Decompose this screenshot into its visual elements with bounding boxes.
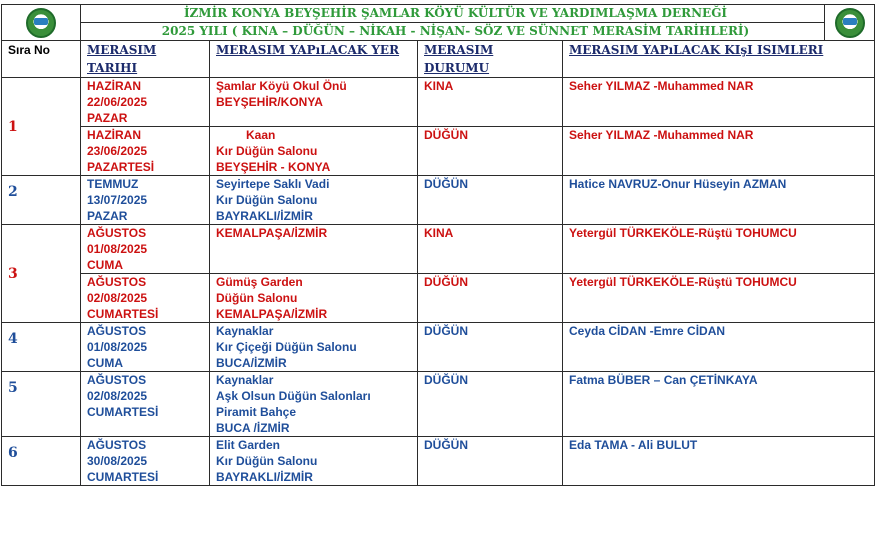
place-line: Kaan — [246, 128, 276, 142]
table-row — [2, 127, 875, 176]
participant-names: Seher YILMAZ -Muhammed NAR — [563, 127, 875, 176]
table-row — [2, 437, 875, 486]
date-line: AĞUSTOS — [87, 373, 147, 387]
place-line: BEYŞEHİR/KONYA — [216, 95, 323, 109]
table-row — [2, 78, 875, 127]
ceremony-status: KINA — [418, 78, 563, 127]
place-line: KEMALPAŞA/İZMİR — [216, 226, 328, 240]
date-line: AĞUSTOS — [87, 226, 147, 240]
date-line: CUMA — [87, 258, 123, 272]
place-line: BAYRAKLI/İZMİR — [216, 470, 313, 484]
date-line: 01/08/2025 — [87, 340, 148, 354]
association-logo-icon — [26, 8, 56, 38]
participant-names: Eda TAMA - Ali BULUT — [563, 437, 875, 486]
date-line: CUMARTESİ — [87, 307, 159, 321]
header-sira-no: Sıra No — [2, 41, 81, 78]
ceremony-place — [210, 372, 418, 437]
place-line: BUCA /İZMİR — [216, 421, 290, 435]
row-number: 3 — [2, 225, 81, 323]
participant-names: Yetergül TÜRKEKÖLE-Rüştü TOHUMCU — [563, 274, 875, 323]
ceremony-place — [210, 225, 418, 274]
ceremony-place — [210, 176, 418, 225]
ceremony-date — [81, 323, 210, 372]
ceremony-status: KINA — [418, 225, 563, 274]
date-line: HAZİRAN — [87, 128, 141, 142]
table-row — [2, 372, 875, 437]
ceremony-table — [1, 4, 875, 486]
date-line: PAZAR — [87, 111, 128, 125]
ceremony-date — [81, 437, 210, 486]
header-merasim-yeri: MERASIM YAPıLACAK YER — [210, 41, 418, 78]
participant-names: Yetergül TÜRKEKÖLE-Rüştü TOHUMCU — [563, 225, 875, 274]
place-line: Kır Çiçeği Düğün Salonu — [216, 340, 357, 354]
table-row — [2, 323, 875, 372]
ceremony-place — [210, 274, 418, 323]
place-line: Seyirtepe Saklı Vadi — [216, 177, 330, 191]
row-number: 4 — [2, 323, 81, 372]
place-line: Kaynaklar — [216, 373, 274, 387]
ceremony-status: DÜĞÜN — [418, 372, 563, 437]
place-line: Elit Garden — [216, 438, 281, 452]
ceremony-status: DÜĞÜN — [418, 323, 563, 372]
row-number: 5 — [2, 372, 81, 437]
participant-names: Ceyda CİDAN -Emre CİDAN — [563, 323, 875, 372]
ceremony-status: DÜĞÜN — [418, 127, 563, 176]
place-line: Kır Düğün Salonu — [216, 144, 318, 158]
ceremony-date — [81, 78, 210, 127]
row-number: 1 — [2, 78, 81, 176]
date-line: AĞUSTOS — [87, 438, 147, 452]
right-logo — [825, 5, 875, 41]
place-line: Düğün Salonu — [216, 291, 298, 305]
ceremony-place — [210, 127, 418, 176]
date-line: 13/07/2025 — [87, 193, 148, 207]
ceremony-date — [81, 127, 210, 176]
place-line: Piramit Bahçe — [216, 405, 297, 419]
date-line: CUMA — [87, 356, 123, 370]
date-line: AĞUSTOS — [87, 275, 147, 289]
place-line: Şamlar Köyü Okul Önü — [216, 79, 347, 93]
place-line: BUCA/İZMİR — [216, 356, 287, 370]
participant-names: Hatice NAVRUZ-Onur Hüseyin AZMAN — [563, 176, 875, 225]
ceremony-date — [81, 225, 210, 274]
place-line: Aşk Olsun Düğün Salonları — [216, 389, 371, 403]
date-line: CUMARTESİ — [87, 470, 159, 484]
ceremony-status: DÜĞÜN — [418, 176, 563, 225]
place-line: Kaynaklar — [216, 324, 274, 338]
ceremony-place — [210, 437, 418, 486]
ceremony-place — [210, 323, 418, 372]
header-merasim-durumu: MERASIM DURUMU — [418, 41, 563, 78]
ceremony-status: DÜĞÜN — [418, 437, 563, 486]
table-row — [2, 225, 875, 274]
title-line-1: İZMİR KONYA BEYŞEHİR ŞAMLAR KÖYÜ KÜLTÜR VE YARDIMLAŞMA DERNEĞİ — [81, 5, 825, 23]
date-line: PAZARTESİ — [87, 160, 155, 174]
left-logo — [2, 5, 81, 41]
date-line: 22/06/2025 — [87, 95, 148, 109]
date-line: CUMARTESİ — [87, 405, 159, 419]
ceremony-date — [81, 372, 210, 437]
date-line: 01/08/2025 — [87, 242, 148, 256]
date-line: 02/08/2025 — [87, 389, 148, 403]
place-line: Kır Düğün Salonu — [216, 193, 318, 207]
table-row — [2, 274, 875, 323]
ceremony-place — [210, 78, 418, 127]
date-line: 30/08/2025 — [87, 454, 148, 468]
date-line: 23/06/2025 — [87, 144, 148, 158]
place-line: Gümüş Garden — [216, 275, 303, 289]
participant-names: Seher YILMAZ -Muhammed NAR — [563, 78, 875, 127]
place-line: KEMALPAŞA/İZMİR — [216, 307, 328, 321]
date-line: AĞUSTOS — [87, 324, 147, 338]
header-merasim-tarihi: MERASIM TARIHI — [81, 41, 210, 78]
association-logo-icon — [835, 8, 865, 38]
table-row — [2, 176, 875, 225]
date-line: HAZİRAN — [87, 79, 141, 93]
ceremony-date — [81, 274, 210, 323]
place-line: BAYRAKLI/İZMİR — [216, 209, 313, 223]
ceremony-status: DÜĞÜN — [418, 274, 563, 323]
title-line-2: 2025 YILI ( KINA – DÜĞÜN – NİKAH - NİŞAN- SÖZ VE SÜNNET MERASİM TARİHLERİ) — [81, 23, 825, 41]
date-line: TEMMUZ — [87, 177, 139, 191]
ceremony-date — [81, 176, 210, 225]
participant-names: Fatma BÜBER – Can ÇETİNKAYA — [563, 372, 875, 437]
row-number: 6 — [2, 437, 81, 486]
row-number: 2 — [2, 176, 81, 225]
place-line: BEYŞEHİR - KONYA — [216, 160, 331, 174]
date-line: PAZAR — [87, 209, 128, 223]
date-line: 02/08/2025 — [87, 291, 148, 305]
header-kisi-isimleri: MERASIM YAPıLACAK KIşI ISIMLERI — [563, 41, 875, 78]
place-line: Kır Düğün Salonu — [216, 454, 318, 468]
